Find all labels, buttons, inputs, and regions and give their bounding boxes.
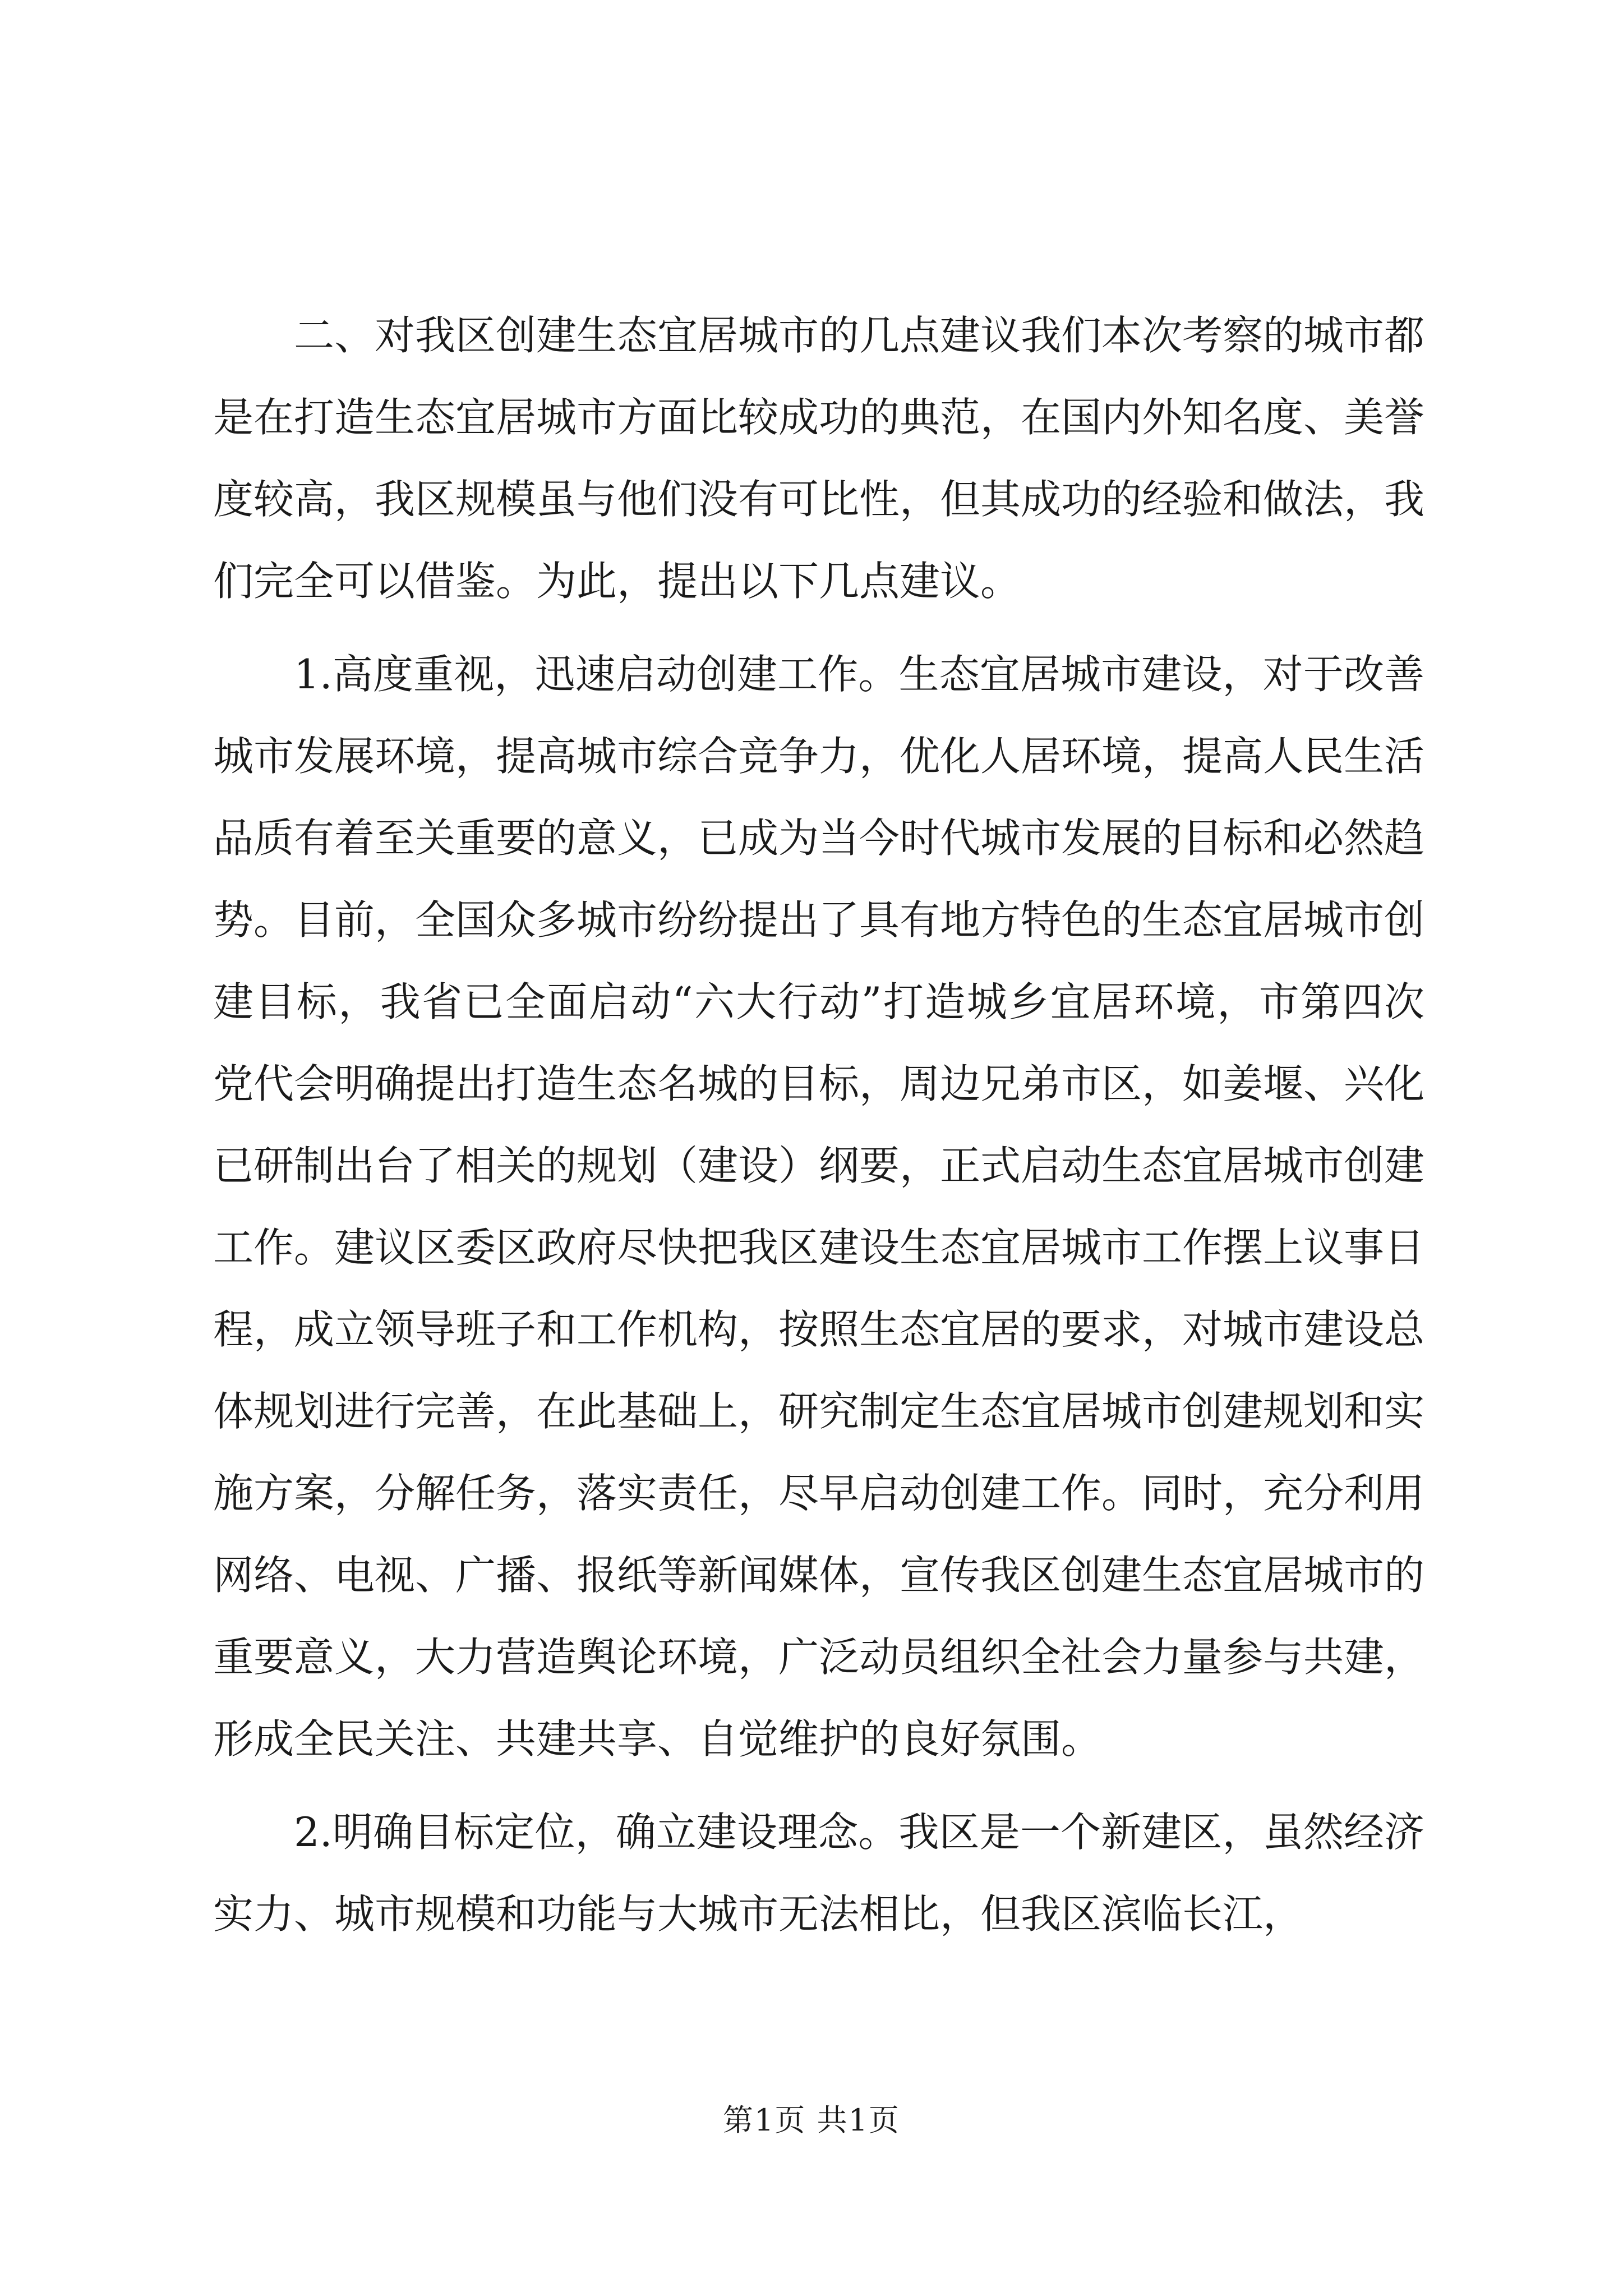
paragraph-suggestions-intro: 二、对我区创建生态宜居城市的几点建议我们本次考察的城市都是在打造生态宜居城市方面比较成功的典范，在国内外知名度、美誉度较高，我区规模虽与他们没有可比性，但其成功的经验和做法，我们完全可以借鉴。为此，提出以下几点建议。: [213, 312, 1425, 605]
document-body: [213, 295, 1424, 1966]
paragraph-suggestion-1: 1.高度重视，迅速启动创建工作。生态宜居城市建设，对于改善城市发展环境，提高城市综合竞争力，优化人居环境，提高人民生活品质有着至关重要的意义，已成为当今时代城市发展的目标和必然趋势。目前，全国众多城市纷纷提出了具有地方特色的生态宜居城市创建目标，我省已全面启动“六大行动”打造城乡宜居环境，市第四次党代会明确提出打造生态名城的目标，周边兄弟市区，如姜堰、兴化已研制出台了相关的规划（建设）纲要，正式启动生态宜居城市创建工作。建议区委区政府尽快把我区建设生态宜居城市工作摆上议事日程，成立领导班子和工作机构，按照生态宜居的要求，对城市建设总体规划进行完善，在此基础上，研究制定生态宜居城市创建规划和实施方案，分解任务，落实责任，尽早启动创建工作。同时，充分利用网络、电视、广播、报纸等新闻媒体，宣传我区创建生态宜居城市的重要意义，大力营造舆论环境，广泛动员组织全社会力量参与共建，形成全民关注、共建共享、自觉维护的良好氛围。: [213, 651, 1425, 1763]
page-footer: 第1页 共1页: [723, 2102, 900, 2138]
paragraph-suggestion-2: 2.明确目标定位，确立建设理念。我区是一个新建区，虽然经济实力、城市规模和功能与大城市无法相比，但我区滨临长江，: [213, 1809, 1424, 1938]
